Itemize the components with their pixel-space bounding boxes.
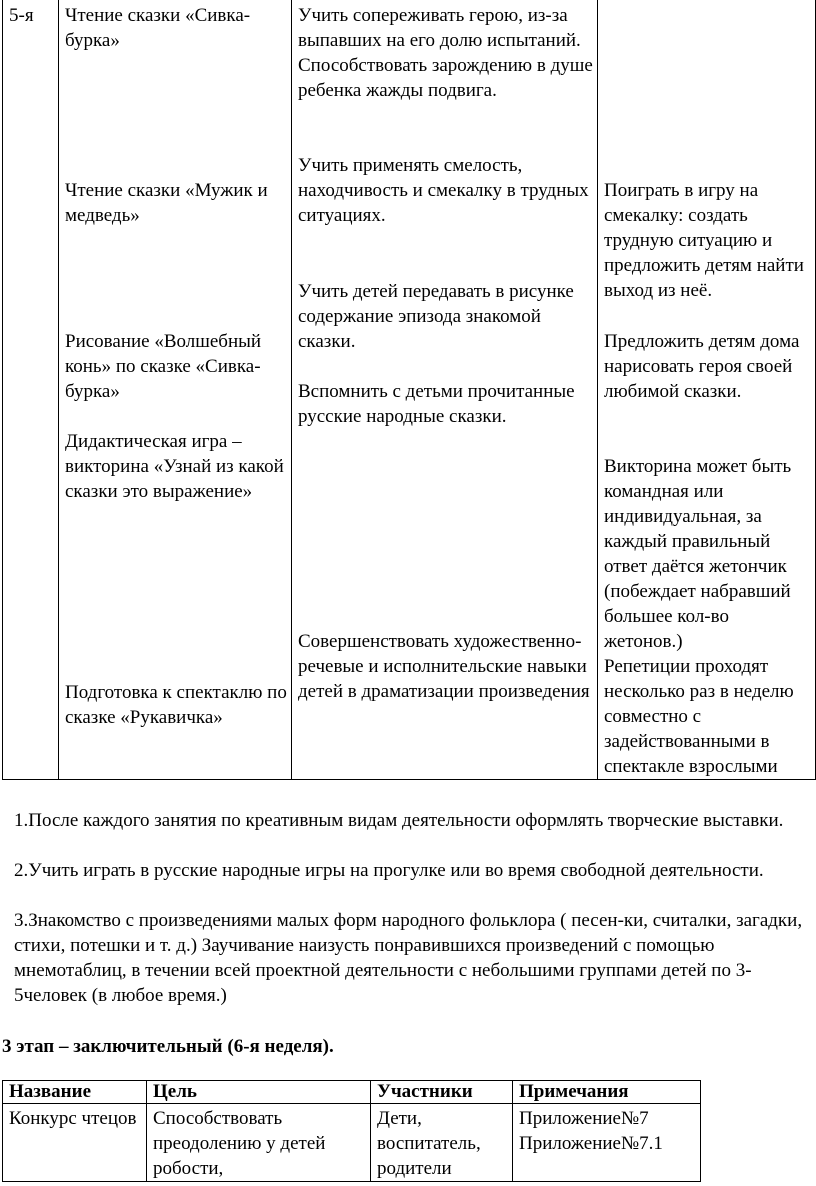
activity-item: Чтение сказки «Мужик и медведь»: [65, 180, 268, 226]
cell-name: Конкурс чтецов: [3, 1104, 147, 1182]
header-goal: Цель: [147, 1081, 371, 1104]
goal-item: Вспомнить с детьми прочитанные русские народные сказки.: [298, 381, 575, 427]
table-header-row: [3, 1081, 701, 1104]
note-item: Предложить детям дома нарисовать героя своей любимой сказки.: [604, 331, 800, 402]
appendix-ref: Приложение№7: [519, 1108, 649, 1129]
week-label: 5-я: [9, 5, 34, 26]
cell-notes: [513, 1104, 701, 1182]
activity-item: Подготовка к спектаклю по сказке «Рукавичка»: [65, 682, 287, 728]
table-row: [3, 0, 816, 780]
note-item: Репетиции проходят несколько раз в неделю совместно с задействованными в спектакле взрослыми: [604, 656, 794, 777]
goals-cell: [292, 0, 598, 780]
appendix-ref: Приложение№7.1: [519, 1133, 663, 1154]
cell-participants: Дети, воспитатель, родители: [371, 1104, 513, 1182]
table-row: [3, 1104, 701, 1182]
section-heading: 3 этап – заключительный (6-я неделя).: [2, 1036, 334, 1057]
activity-item: Рисование «Волшебный конь» по сказке «Сивка-бурка»: [65, 331, 262, 402]
note-item: Викторина может быть командная или индивидуальная, за каждый правильный ответ даётся жетончик (побеждает набравший большее кол-во жетонов.): [604, 456, 792, 652]
plan-table-week5: [2, 0, 816, 780]
activity-item: Дидактическая игра – викторина «Узнай из какой сказки это выражение»: [65, 431, 284, 502]
cell-goal: Способствовать преодолению у детей робости,: [147, 1104, 371, 1182]
header-participants: Участники: [371, 1081, 513, 1104]
goal-item: Учить сопереживать герою, из-за выпавших на его долю испытаний. Способствовать зарождению в душе ребенка жажды подвига.: [298, 5, 593, 101]
header-notes: Примечания: [513, 1081, 701, 1104]
goal-item: Учить применять смелость, находчивость и смекалку в трудных ситуациях.: [298, 155, 589, 226]
paragraph-3: 3.Знакомство с произведениями малых форм народного фольклора ( песен-ки, считалки, загадки, стихи, потешки и т. д.) Заучивание наизусть понравившихся произведений с помощью мнемотаблиц, в течении всей проектной деятельности с небольшими группами детей по 3-5человек (в любое время.): [14, 910, 803, 1006]
note-item: Поиграть в игру на смекалку: создать трудную ситуацию и предложить детям найти выход из неё.: [604, 180, 804, 301]
paragraph-2: 2.Учить играть в русские народные игры на прогулке или во время свободной деятельности.: [14, 860, 764, 881]
week-cell: [3, 0, 59, 780]
notes-cell: [598, 0, 816, 780]
goal-item: Учить детей передавать в рисунке содержание эпизода знакомой сказки.: [298, 281, 574, 352]
final-stage-table: [2, 1080, 701, 1182]
activities-cell: [59, 0, 292, 780]
paragraph-1: 1.После каждого занятия по креативным видам деятельности оформлять творческие выставки.: [14, 810, 784, 831]
header-name: Название: [3, 1081, 147, 1104]
goal-item: Совершенствовать художественно- речевые и исполнительские навыки детей в драматизации произведения: [298, 631, 590, 702]
activity-item: Чтение сказки «Сивка-бурка»: [65, 5, 251, 51]
